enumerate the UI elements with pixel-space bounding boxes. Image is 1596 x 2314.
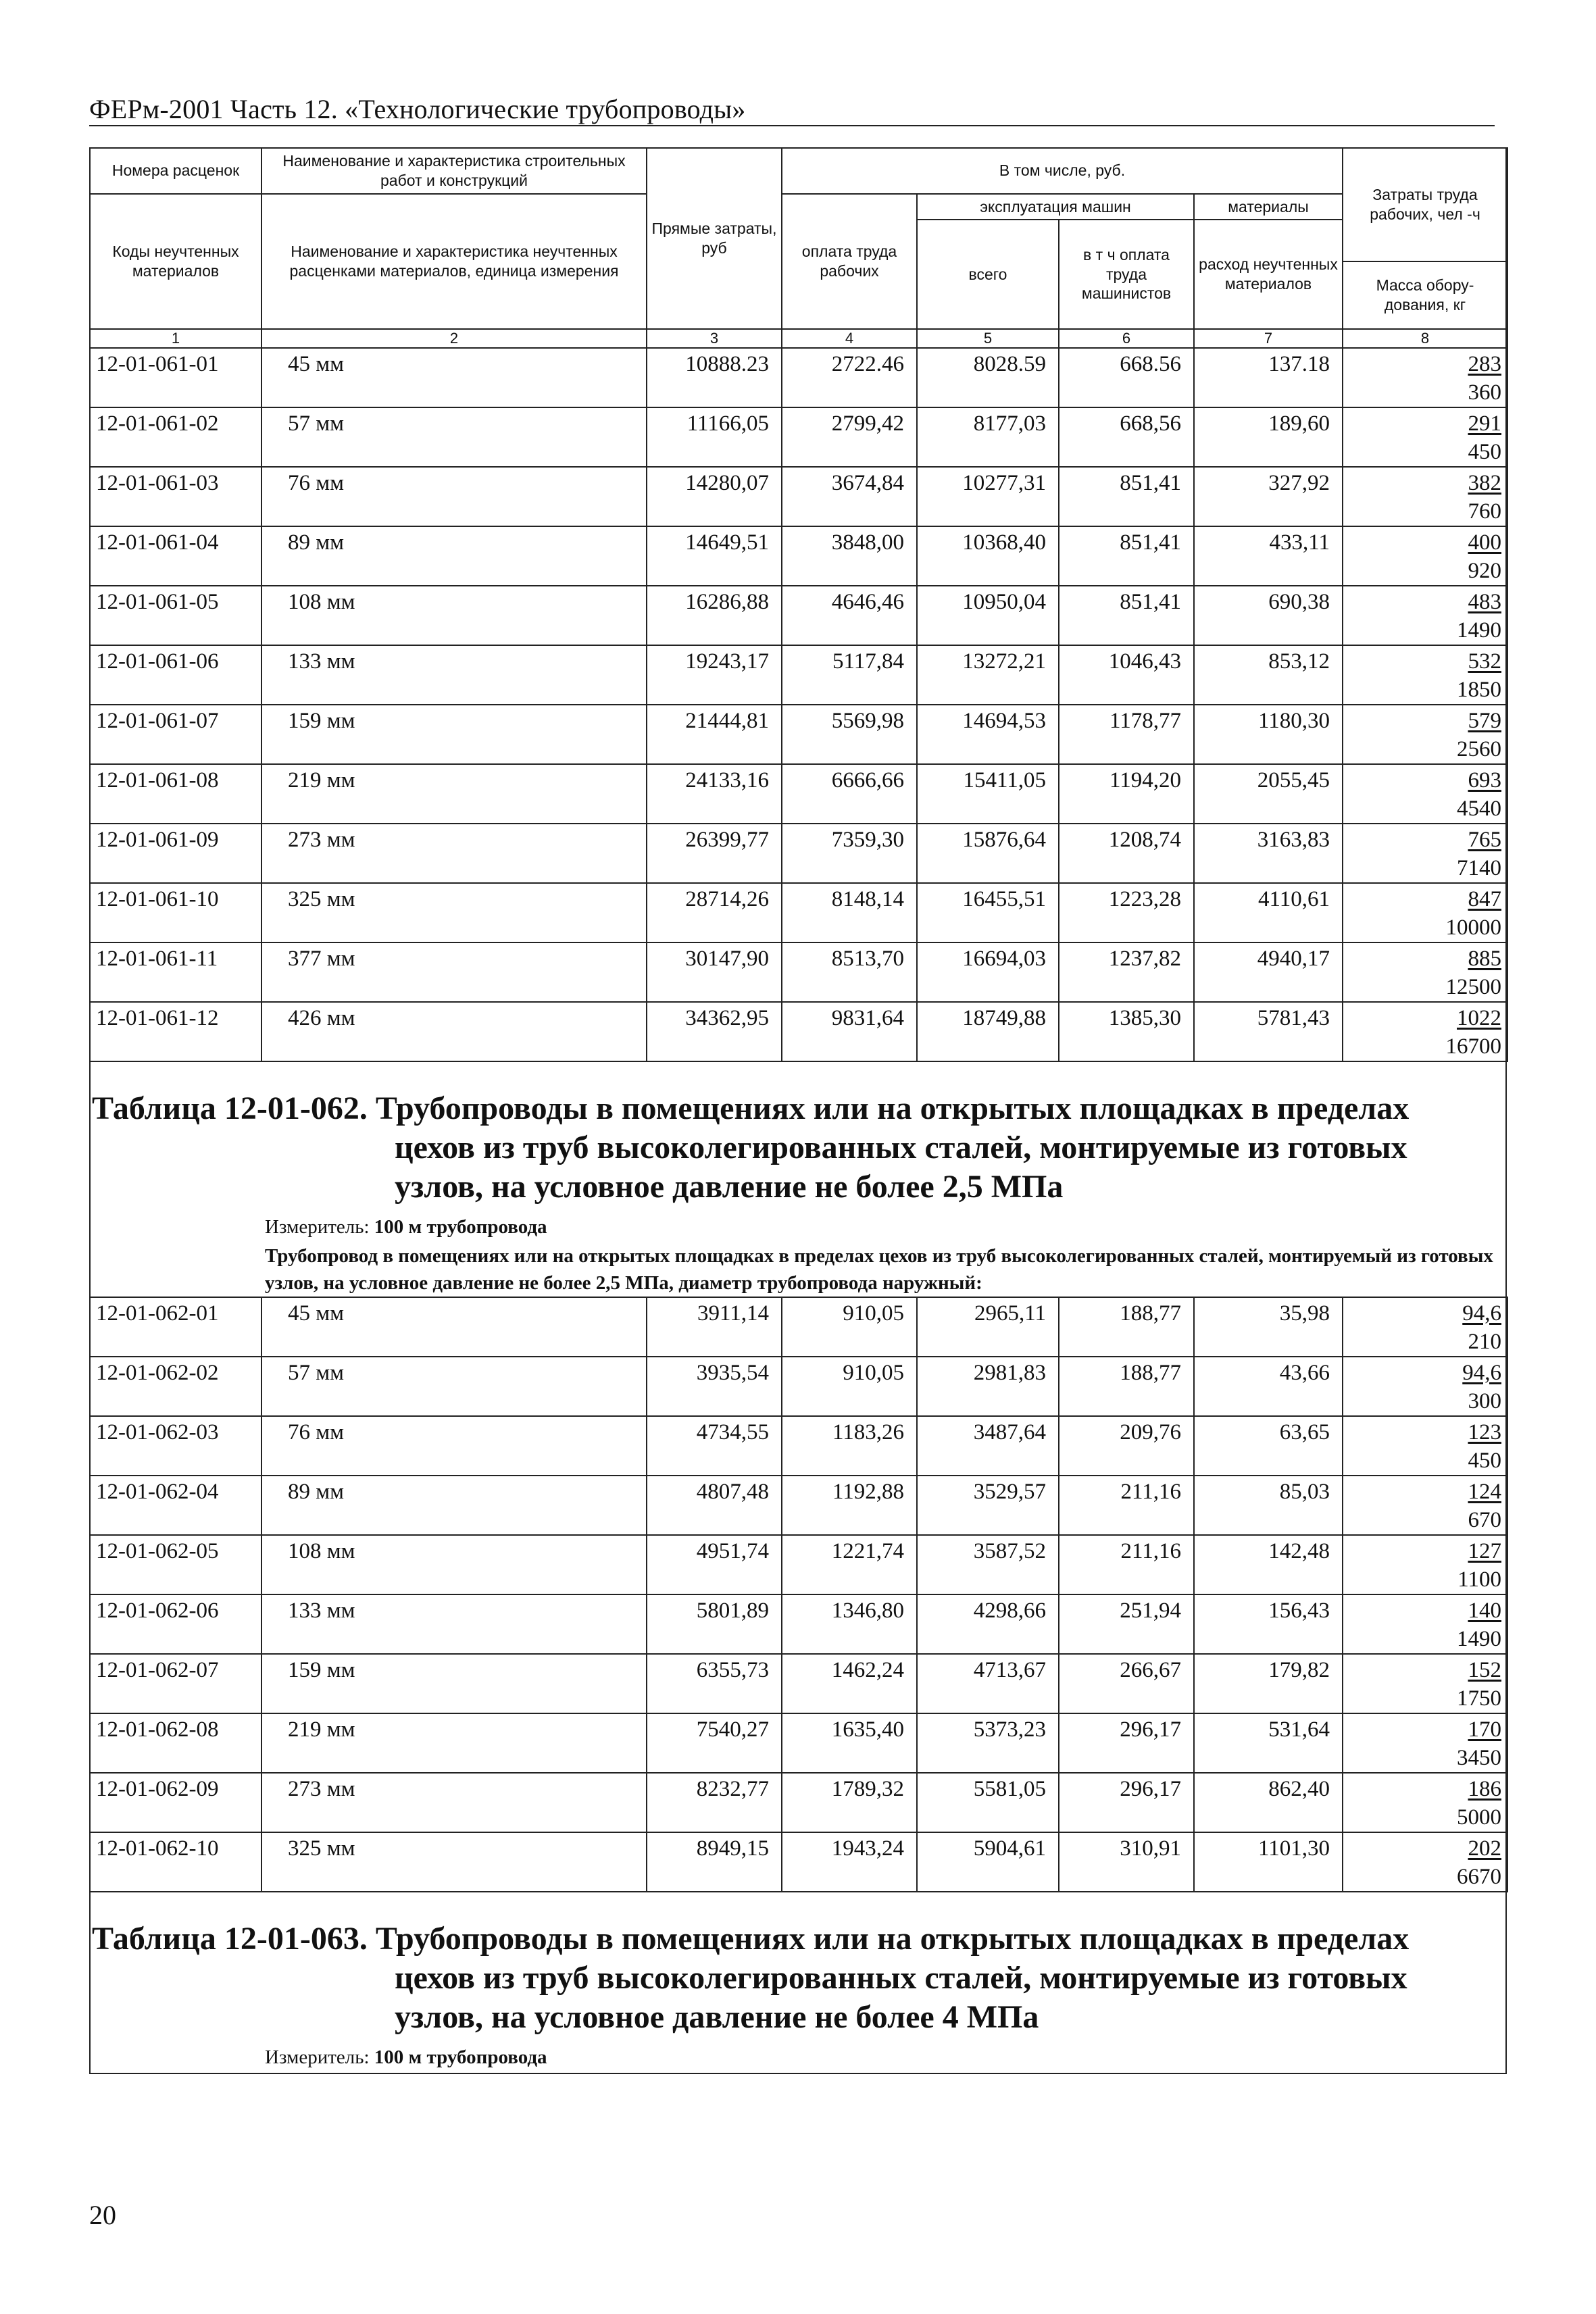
materials-cost: 1101,30 bbox=[1194, 1832, 1343, 1892]
labor-hours: 124 bbox=[1468, 1479, 1501, 1504]
pipe-diameter: 133 мм bbox=[261, 645, 647, 705]
labor-hours: 202 bbox=[1468, 1836, 1501, 1861]
materials-cost: 853,12 bbox=[1194, 645, 1343, 705]
col-number: 2 bbox=[261, 329, 647, 348]
machine-cost-total: 5373,23 bbox=[917, 1713, 1059, 1773]
pipe-diameter: 159 мм bbox=[261, 1654, 647, 1713]
table-062-subheading: Трубопровод в помещениях или на открытых площадках в пределах цехов из труб высоколегированных сталей, монтируемый из готовых узлов, на условное давление не более 2,5 МПа, диаметр трубопровода наружный: bbox=[265, 1244, 1493, 1294]
rate-code: 12-01-061-06 bbox=[90, 645, 261, 705]
table-row bbox=[90, 1297, 1507, 1357]
machine-cost-total: 10950,04 bbox=[917, 586, 1059, 645]
equipment-mass: 1490 bbox=[1457, 618, 1501, 643]
pipe-diameter: 325 мм bbox=[261, 1832, 647, 1892]
labor-wages: 910,05 bbox=[782, 1297, 917, 1357]
operator-wages: 211,16 bbox=[1059, 1476, 1194, 1535]
direct-cost: 3935,54 bbox=[647, 1357, 782, 1416]
equipment-mass: 1750 bbox=[1457, 1686, 1501, 1711]
labor-wages: 1346,80 bbox=[782, 1594, 917, 1654]
labor-and-mass bbox=[1343, 1357, 1507, 1416]
labor-and-mass bbox=[1343, 1773, 1507, 1832]
labor-and-mass bbox=[1343, 883, 1507, 942]
col8-bottom-header: Масса обору-дования, кг bbox=[1343, 261, 1507, 329]
col7-header: расход неучтенных материалов bbox=[1194, 220, 1343, 328]
equipment-mass: 450 bbox=[1468, 439, 1501, 464]
machine-cost-total: 16455,51 bbox=[917, 883, 1059, 942]
col1-top-header: Номера расценок bbox=[90, 148, 261, 194]
machine-cost-total: 2981,83 bbox=[917, 1357, 1059, 1416]
labor-hours: 140 bbox=[1468, 1598, 1501, 1623]
machines-header: эксплуатация машин bbox=[917, 194, 1194, 220]
labor-hours: 579 bbox=[1468, 708, 1501, 733]
table-row bbox=[90, 1773, 1507, 1832]
direct-cost: 8232,77 bbox=[647, 1773, 782, 1832]
col5-header: всего bbox=[917, 220, 1059, 328]
labor-wages: 8513,70 bbox=[782, 942, 917, 1002]
col8-top-header: Затраты труда рабочих, чел -ч bbox=[1343, 148, 1507, 261]
machine-cost-total: 3587,52 bbox=[917, 1535, 1059, 1594]
rate-code: 12-01-062-04 bbox=[90, 1476, 261, 1535]
materials-cost: 85,03 bbox=[1194, 1476, 1343, 1535]
table-row bbox=[90, 764, 1507, 824]
labor-and-mass bbox=[1343, 764, 1507, 824]
equipment-mass: 210 bbox=[1468, 1329, 1501, 1354]
machine-cost-total: 2965,11 bbox=[917, 1297, 1059, 1357]
operator-wages: 851,41 bbox=[1059, 467, 1194, 526]
rate-code: 12-01-062-09 bbox=[90, 1773, 261, 1832]
labor-wages: 1221,74 bbox=[782, 1535, 917, 1594]
machine-cost-total: 8177,03 bbox=[917, 407, 1059, 467]
column-header bbox=[90, 148, 1507, 348]
table-row bbox=[90, 942, 1507, 1002]
operator-wages: 296,17 bbox=[1059, 1713, 1194, 1773]
col3-header: Прямые затраты, руб bbox=[647, 148, 782, 329]
rate-code: 12-01-061-12 bbox=[90, 1002, 261, 1061]
equipment-mass: 10000 bbox=[1445, 915, 1501, 940]
labor-hours: 693 bbox=[1468, 768, 1501, 793]
machine-cost-total: 10277,31 bbox=[917, 467, 1059, 526]
labor-hours: 283 bbox=[1468, 351, 1501, 376]
equipment-mass: 1100 bbox=[1457, 1567, 1501, 1592]
operator-wages: 668.56 bbox=[1059, 348, 1194, 407]
rate-code: 12-01-061-05 bbox=[90, 586, 261, 645]
rate-code: 12-01-061-07 bbox=[90, 705, 261, 764]
labor-hours: 1022 bbox=[1457, 1005, 1501, 1030]
materials-cost: 327,92 bbox=[1194, 467, 1343, 526]
materials-cost: 690,38 bbox=[1194, 586, 1343, 645]
rate-code: 12-01-062-01 bbox=[90, 1297, 261, 1357]
labor-wages: 2722.46 bbox=[782, 348, 917, 407]
operator-wages: 1385,30 bbox=[1059, 1002, 1194, 1061]
operator-wages: 851,41 bbox=[1059, 526, 1194, 586]
pipe-diameter: 57 мм bbox=[261, 407, 647, 467]
operator-wages: 668,56 bbox=[1059, 407, 1194, 467]
rate-code: 12-01-062-05 bbox=[90, 1535, 261, 1594]
col-number: 7 bbox=[1194, 329, 1343, 348]
pipe-diameter: 325 мм bbox=[261, 883, 647, 942]
equipment-mass: 450 bbox=[1468, 1448, 1501, 1473]
labor-wages: 1192,88 bbox=[782, 1476, 917, 1535]
operator-wages: 1208,74 bbox=[1059, 824, 1194, 883]
labor-and-mass bbox=[1343, 526, 1507, 586]
pipe-diameter: 45 мм bbox=[261, 348, 647, 407]
table-row bbox=[90, 1416, 1507, 1476]
machine-cost-total: 10368,40 bbox=[917, 526, 1059, 586]
document-frame bbox=[89, 147, 1507, 2074]
pipe-diameter: 108 мм bbox=[261, 586, 647, 645]
machine-cost-total: 8028.59 bbox=[917, 348, 1059, 407]
table-062-title-line: цехов из труб высоколегированных сталей, монтируемые из готовых bbox=[395, 1129, 1407, 1165]
direct-cost: 5801,89 bbox=[647, 1594, 782, 1654]
labor-wages: 1462,24 bbox=[782, 1654, 917, 1713]
equipment-mass: 4540 bbox=[1457, 796, 1501, 821]
materials-cost: 4940,17 bbox=[1194, 942, 1343, 1002]
direct-cost: 4951,74 bbox=[647, 1535, 782, 1594]
rate-code: 12-01-061-11 bbox=[90, 942, 261, 1002]
equipment-mass: 12500 bbox=[1445, 974, 1501, 999]
direct-cost: 14280,07 bbox=[647, 467, 782, 526]
labor-and-mass bbox=[1343, 348, 1507, 407]
table-row bbox=[90, 645, 1507, 705]
equipment-mass: 5000 bbox=[1457, 1805, 1501, 1830]
table-row bbox=[90, 1357, 1507, 1416]
pipe-diameter: 108 мм bbox=[261, 1535, 647, 1594]
header-rule bbox=[89, 125, 1495, 126]
labor-hours: 123 bbox=[1468, 1419, 1501, 1444]
operator-wages: 310,91 bbox=[1059, 1832, 1194, 1892]
materials-cost: 35,98 bbox=[1194, 1297, 1343, 1357]
labor-and-mass bbox=[1343, 1535, 1507, 1594]
table-063-title-line: цехов из труб высоколегированных сталей, монтируемые из готовых bbox=[395, 1959, 1407, 1996]
labor-and-mass bbox=[1343, 1297, 1507, 1357]
col-number: 4 bbox=[782, 329, 917, 348]
equipment-mass: 300 bbox=[1468, 1388, 1501, 1413]
table-063-title-line: узлов, на условное давление не более 4 МПа bbox=[395, 1998, 1039, 2035]
labor-wages: 1635,40 bbox=[782, 1713, 917, 1773]
operator-wages: 266,67 bbox=[1059, 1654, 1194, 1713]
pipe-diameter: 76 мм bbox=[261, 467, 647, 526]
table-062-title-line: узлов, на условное давление не более 2,5 МПа bbox=[395, 1168, 1064, 1205]
pipe-diameter: 57 мм bbox=[261, 1357, 647, 1416]
direct-cost: 30147,90 bbox=[647, 942, 782, 1002]
pipe-diameter: 219 мм bbox=[261, 764, 647, 824]
equipment-mass: 360 bbox=[1468, 380, 1501, 405]
rate-code: 12-01-062-02 bbox=[90, 1357, 261, 1416]
machine-cost-total: 3487,64 bbox=[917, 1416, 1059, 1476]
direct-cost: 3911,14 bbox=[647, 1297, 782, 1357]
rate-code: 12-01-061-03 bbox=[90, 467, 261, 526]
table-062-title bbox=[91, 1062, 1505, 1207]
labor-hours: 885 bbox=[1468, 946, 1501, 971]
labor-hours: 170 bbox=[1468, 1717, 1501, 1742]
equipment-mass: 16700 bbox=[1445, 1034, 1501, 1059]
machine-cost-total: 15411,05 bbox=[917, 764, 1059, 824]
direct-cost: 24133,16 bbox=[647, 764, 782, 824]
materials-cost: 156,43 bbox=[1194, 1594, 1343, 1654]
labor-and-mass bbox=[1343, 1476, 1507, 1535]
table-row bbox=[90, 824, 1507, 883]
operator-wages: 251,94 bbox=[1059, 1594, 1194, 1654]
table-062-body bbox=[90, 1297, 1507, 1892]
labor-wages: 8148,14 bbox=[782, 883, 917, 942]
machine-cost-total: 4713,67 bbox=[917, 1654, 1059, 1713]
pipe-diameter: 89 мм bbox=[261, 526, 647, 586]
materials-cost: 142,48 bbox=[1194, 1535, 1343, 1594]
meter-label: Измеритель: bbox=[265, 1215, 370, 1238]
materials-cost: 531,64 bbox=[1194, 1713, 1343, 1773]
direct-cost: 11166,05 bbox=[647, 407, 782, 467]
col4-header: оплата труда рабочих bbox=[782, 194, 917, 329]
labor-and-mass bbox=[1343, 645, 1507, 705]
equipment-mass: 2560 bbox=[1457, 736, 1501, 761]
rates-table-062 bbox=[89, 1297, 1508, 1892]
labor-and-mass bbox=[1343, 1002, 1507, 1061]
rate-code: 12-01-062-07 bbox=[90, 1654, 261, 1713]
labor-hours: 291 bbox=[1468, 411, 1501, 436]
materials-cost: 63,65 bbox=[1194, 1416, 1343, 1476]
equipment-mass: 760 bbox=[1468, 499, 1501, 524]
labor-wages: 3674,84 bbox=[782, 467, 917, 526]
rates-table-061 bbox=[89, 147, 1508, 1062]
operator-wages: 1178,77 bbox=[1059, 705, 1194, 764]
labor-wages: 6666,66 bbox=[782, 764, 917, 824]
labor-hours: 483 bbox=[1468, 589, 1501, 614]
labor-wages: 910,05 bbox=[782, 1357, 917, 1416]
direct-cost: 26399,77 bbox=[647, 824, 782, 883]
table-row bbox=[90, 1535, 1507, 1594]
rate-code: 12-01-061-04 bbox=[90, 526, 261, 586]
direct-cost: 7540,27 bbox=[647, 1713, 782, 1773]
machine-cost-total: 4298,66 bbox=[917, 1594, 1059, 1654]
page-number: 20 bbox=[89, 2200, 116, 2230]
operator-wages: 1046,43 bbox=[1059, 645, 1194, 705]
labor-wages: 7359,30 bbox=[782, 824, 917, 883]
col-number: 3 bbox=[647, 329, 782, 348]
table-063-meter bbox=[91, 2037, 1505, 2073]
labor-hours: 382 bbox=[1468, 470, 1501, 495]
table-062-title-line: Таблица 12-01-062. Трубопроводы в помещениях или на открытых площадках в пределах bbox=[92, 1090, 1410, 1126]
machine-cost-total: 18749,88 bbox=[917, 1002, 1059, 1061]
table-row bbox=[90, 1832, 1507, 1892]
labor-and-mass bbox=[1343, 467, 1507, 526]
labor-and-mass bbox=[1343, 1654, 1507, 1713]
labor-wages: 5569,98 bbox=[782, 705, 917, 764]
rate-code: 12-01-061-08 bbox=[90, 764, 261, 824]
equipment-mass: 7140 bbox=[1457, 855, 1501, 880]
labor-hours: 94,6 bbox=[1462, 1301, 1501, 1326]
table-row bbox=[90, 348, 1507, 407]
rate-code: 12-01-061-09 bbox=[90, 824, 261, 883]
labor-hours: 400 bbox=[1468, 530, 1501, 555]
col-number: 8 bbox=[1343, 329, 1507, 348]
labor-wages: 1183,26 bbox=[782, 1416, 917, 1476]
labor-hours: 532 bbox=[1468, 649, 1501, 674]
labor-and-mass bbox=[1343, 942, 1507, 1002]
direct-cost: 4734,55 bbox=[647, 1416, 782, 1476]
labor-hours: 94,6 bbox=[1462, 1360, 1501, 1385]
operator-wages: 1237,82 bbox=[1059, 942, 1194, 1002]
labor-wages: 4646,46 bbox=[782, 586, 917, 645]
labor-and-mass bbox=[1343, 1832, 1507, 1892]
direct-cost: 28714,26 bbox=[647, 883, 782, 942]
pipe-diameter: 273 мм bbox=[261, 1773, 647, 1832]
direct-cost: 10888.23 bbox=[647, 348, 782, 407]
table-row bbox=[90, 1002, 1507, 1061]
equipment-mass: 6670 bbox=[1457, 1864, 1501, 1889]
operator-wages: 1223,28 bbox=[1059, 883, 1194, 942]
table-row bbox=[90, 1476, 1507, 1535]
col-number: 6 bbox=[1059, 329, 1194, 348]
pipe-diameter: 76 мм bbox=[261, 1416, 647, 1476]
rate-code: 12-01-062-06 bbox=[90, 1594, 261, 1654]
materials-cost: 433,11 bbox=[1194, 526, 1343, 586]
materials-cost: 179,82 bbox=[1194, 1654, 1343, 1713]
rate-code: 12-01-061-10 bbox=[90, 883, 261, 942]
pipe-diameter: 273 мм bbox=[261, 824, 647, 883]
table-row bbox=[90, 1713, 1507, 1773]
pipe-diameter: 219 мм bbox=[261, 1713, 647, 1773]
materials-header: материалы bbox=[1194, 194, 1343, 220]
labor-wages: 2799,42 bbox=[782, 407, 917, 467]
direct-cost: 8949,15 bbox=[647, 1832, 782, 1892]
equipment-mass: 1850 bbox=[1457, 677, 1501, 702]
labor-and-mass bbox=[1343, 1416, 1507, 1476]
operator-wages: 296,17 bbox=[1059, 1773, 1194, 1832]
operator-wages: 209,76 bbox=[1059, 1416, 1194, 1476]
col2-bottom-header: Наименование и характеристика неучтенных расценками материалов, единица измерения bbox=[261, 194, 647, 329]
meter-value: 100 м трубопровода bbox=[374, 2046, 547, 2068]
labor-and-mass bbox=[1343, 824, 1507, 883]
pipe-diameter: 377 мм bbox=[261, 942, 647, 1002]
labor-wages: 9831,64 bbox=[782, 1002, 917, 1061]
labor-and-mass bbox=[1343, 407, 1507, 467]
labor-hours: 127 bbox=[1468, 1538, 1501, 1563]
table-row bbox=[90, 883, 1507, 942]
operator-wages: 851,41 bbox=[1059, 586, 1194, 645]
machine-cost-total: 13272,21 bbox=[917, 645, 1059, 705]
col-number: 5 bbox=[917, 329, 1059, 348]
machine-cost-total: 16694,03 bbox=[917, 942, 1059, 1002]
machine-cost-total: 14694,53 bbox=[917, 705, 1059, 764]
operator-wages: 1194,20 bbox=[1059, 764, 1194, 824]
materials-cost: 862,40 bbox=[1194, 1773, 1343, 1832]
materials-cost: 3163,83 bbox=[1194, 824, 1343, 883]
table-063-title bbox=[91, 1892, 1505, 2037]
machine-cost-total: 5904,61 bbox=[917, 1832, 1059, 1892]
labor-and-mass bbox=[1343, 1713, 1507, 1773]
table-061-body bbox=[90, 348, 1507, 1061]
labor-and-mass bbox=[1343, 586, 1507, 645]
operator-wages: 211,16 bbox=[1059, 1535, 1194, 1594]
direct-cost: 14649,51 bbox=[647, 526, 782, 586]
pipe-diameter: 45 мм bbox=[261, 1297, 647, 1357]
materials-cost: 137.18 bbox=[1194, 348, 1343, 407]
rate-code: 12-01-061-01 bbox=[90, 348, 261, 407]
machine-cost-total: 5581,05 bbox=[917, 1773, 1059, 1832]
col6-header: в т ч оплата труда машинистов bbox=[1059, 220, 1194, 328]
labor-and-mass bbox=[1343, 705, 1507, 764]
table-row bbox=[90, 586, 1507, 645]
materials-cost: 189,60 bbox=[1194, 407, 1343, 467]
pipe-diameter: 426 мм bbox=[261, 1002, 647, 1061]
materials-cost: 2055,45 bbox=[1194, 764, 1343, 824]
table-row bbox=[90, 1594, 1507, 1654]
labor-wages: 1789,32 bbox=[782, 1773, 917, 1832]
col-number: 1 bbox=[90, 329, 261, 348]
direct-cost: 16286,88 bbox=[647, 586, 782, 645]
rate-code: 12-01-062-03 bbox=[90, 1416, 261, 1476]
labor-hours: 847 bbox=[1468, 886, 1501, 911]
page-header: ФЕРм-2001 Часть 12. «Технологические трубопроводы» bbox=[89, 94, 746, 124]
direct-cost: 19243,17 bbox=[647, 645, 782, 705]
table-row bbox=[90, 705, 1507, 764]
direct-cost: 34362,95 bbox=[647, 1002, 782, 1061]
labor-hours: 152 bbox=[1468, 1657, 1501, 1682]
equipment-mass: 3450 bbox=[1457, 1745, 1501, 1770]
labor-hours: 186 bbox=[1468, 1776, 1501, 1801]
equipment-mass: 920 bbox=[1468, 558, 1501, 583]
labor-and-mass bbox=[1343, 1594, 1507, 1654]
table-row bbox=[90, 526, 1507, 586]
operator-wages: 188,77 bbox=[1059, 1357, 1194, 1416]
labor-hours: 765 bbox=[1468, 827, 1501, 852]
direct-cost: 21444,81 bbox=[647, 705, 782, 764]
table-row bbox=[90, 1654, 1507, 1713]
materials-cost: 1180,30 bbox=[1194, 705, 1343, 764]
equipment-mass: 1490 bbox=[1457, 1626, 1501, 1651]
meter-value: 100 м трубопровода bbox=[374, 1215, 547, 1238]
column-numbers-row bbox=[90, 329, 1507, 348]
materials-cost: 5781,43 bbox=[1194, 1002, 1343, 1061]
machine-cost-total: 15876,64 bbox=[917, 824, 1059, 883]
materials-cost: 43,66 bbox=[1194, 1357, 1343, 1416]
rate-code: 12-01-062-08 bbox=[90, 1713, 261, 1773]
machine-cost-total: 3529,57 bbox=[917, 1476, 1059, 1535]
pipe-diameter: 159 мм bbox=[261, 705, 647, 764]
table-063-title-line: Таблица 12-01-063. Трубопроводы в помещениях или на открытых площадках в пределах bbox=[92, 1920, 1410, 1957]
pipe-diameter: 133 мм bbox=[261, 1594, 647, 1654]
direct-cost: 4807,48 bbox=[647, 1476, 782, 1535]
labor-wages: 5117,84 bbox=[782, 645, 917, 705]
including-header: В том числе, руб. bbox=[782, 148, 1343, 194]
rate-code: 12-01-061-02 bbox=[90, 407, 261, 467]
table-row bbox=[90, 467, 1507, 526]
rate-code: 12-01-062-10 bbox=[90, 1832, 261, 1892]
materials-cost: 4110,61 bbox=[1194, 883, 1343, 942]
table-062-meter bbox=[91, 1207, 1505, 1238]
labor-wages: 3848,00 bbox=[782, 526, 917, 586]
direct-cost: 6355,73 bbox=[647, 1654, 782, 1713]
operator-wages: 188,77 bbox=[1059, 1297, 1194, 1357]
col1-bottom-header: Коды неучтенных материалов bbox=[90, 194, 261, 329]
pipe-diameter: 89 мм bbox=[261, 1476, 647, 1535]
meter-label: Измеритель: bbox=[265, 2046, 370, 2068]
labor-wages: 1943,24 bbox=[782, 1832, 917, 1892]
col2-top-header: Наименование и характеристика строительных работ и конструкций bbox=[261, 148, 647, 194]
equipment-mass: 670 bbox=[1468, 1507, 1501, 1532]
table-row bbox=[90, 407, 1507, 467]
